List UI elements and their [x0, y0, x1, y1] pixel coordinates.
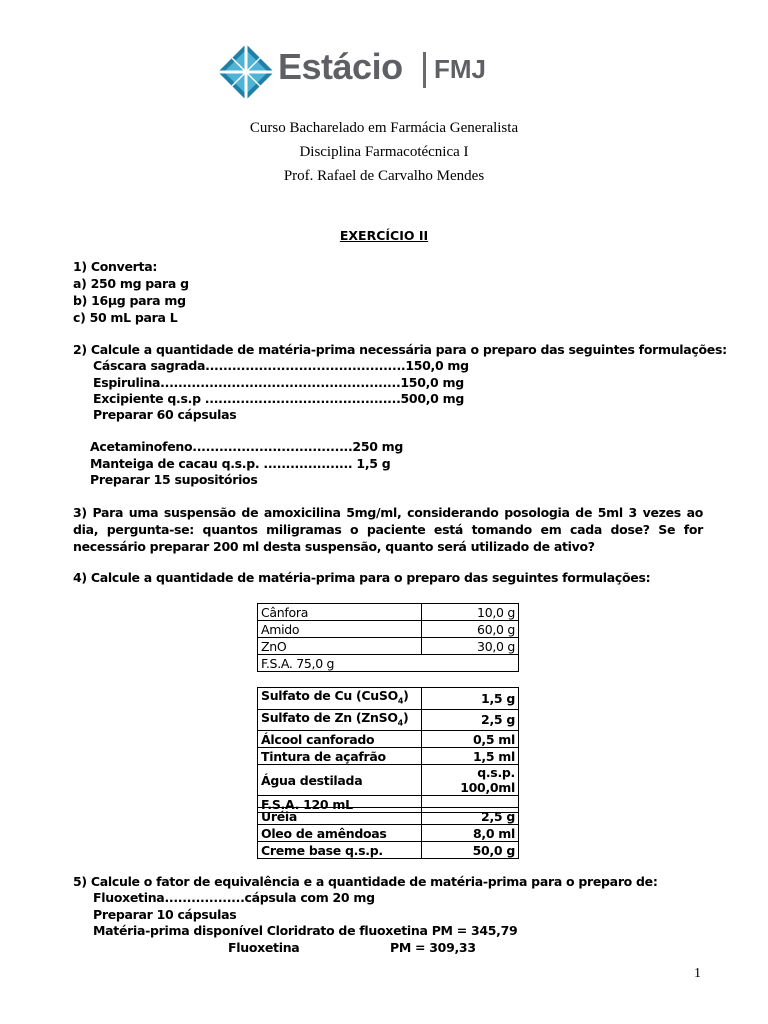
formula-table-2 [257, 687, 519, 813]
q3-paragraph: 3) Para uma suspensão de amoxicilina 5mg/ml, considerando posologia de 5ml 3 vezes ao dia, pergunta-se: quantos miligramas o paciente está tomando em cada dose? Se for necessário preparar 200 ml desta suspensão, quanto será utilizado de ativo? [73, 505, 703, 554]
ingredient-cell: Sulfato de Cu (CuSO$_4$) [258, 688, 422, 710]
course-line: Curso Bacharelado em Farmácia Generalista [249, 120, 519, 136]
table-row [258, 842, 519, 859]
table-row [258, 709, 519, 731]
q2-f2-line: Acetaminofeno....................................250 mg [90, 439, 404, 454]
table-row [258, 688, 519, 710]
ingredient-cell: Álcool canforado [258, 731, 422, 748]
table-row [258, 808, 519, 825]
ingredient-cell: Cânfora [258, 604, 422, 621]
quantity-cell: 10,0 g [422, 604, 519, 621]
quantity-cell: 30,0 g [422, 638, 519, 655]
quantity-cell: 0,5 ml [422, 731, 519, 748]
table-footer-cell: F.S.A. 75,0 g [258, 655, 519, 672]
table-footer-cell: F.S.A. 120 mL [258, 796, 422, 813]
logo-emblem-icon [216, 42, 276, 102]
ingredient-cell: Creme base q.s.p. [258, 842, 422, 859]
q4-heading: 4) Calcule a quantidade de matéria-prima para o preparo das seguintes formulações: [73, 570, 651, 585]
quantity-cell: 60,0 g [422, 621, 519, 638]
quantity-cell: 2,5 g [422, 808, 519, 825]
ingredient-cell: ZnO [258, 638, 422, 655]
logo-wordmark: Estácio [278, 46, 403, 87]
q2-f1-line: Preparar 60 cápsulas [93, 407, 237, 422]
q1-item-a: a) 250 mg para g [73, 276, 189, 291]
quantity-cell: 50,0 g [422, 842, 519, 859]
table-row [258, 638, 519, 655]
q1-item-b: b) 16µg para mg [73, 293, 186, 308]
discipline-line: Disciplina Farmacotécnica I [299, 144, 469, 160]
table-row [258, 731, 519, 748]
table-row [258, 825, 519, 842]
q5-line: Matéria-prima disponível Cloridrato de fluoxetina PM = 345,79 [93, 923, 518, 938]
quantity-cell: 2,5 g [422, 709, 519, 731]
quantity-cell: 1,5 ml [422, 748, 519, 765]
q2-f1-line: Cáscara sagrada.............................................150,0 mg [93, 358, 469, 373]
q2-heading: 2) Calcule a quantidade de matéria-prima necessária para o preparo das seguintes formulações: [73, 342, 727, 357]
table-row [258, 655, 519, 672]
formula-table-3 [257, 807, 519, 859]
quantity-cell: 1,5 g [422, 688, 519, 710]
q2-f2-line: Manteiga de cacau q.s.p. .................... 1,5 g [90, 456, 391, 471]
table-row [258, 604, 519, 621]
exercise-title: EXERCÍCIO II [339, 228, 429, 243]
institution-logo [216, 42, 496, 104]
quantity-cell: q.s.p. 100,0ml [422, 765, 519, 796]
logo-separator [423, 52, 426, 88]
formula-table-1 [257, 603, 519, 672]
logo-suffix: FMJ [434, 54, 486, 84]
ingredient-cell: Água destilada [258, 765, 422, 796]
q5-line: Preparar 10 cápsulas [93, 907, 237, 922]
q2-f1-line: Espirulina......................................................150,0 mg [93, 375, 464, 390]
q5-heading: 5) Calcule o fator de equivalência e a quantidade de matéria-prima para o preparo de: [73, 874, 658, 889]
ingredient-cell: Oleo de amêndoas [258, 825, 422, 842]
q2-f1-line: Excipiente q.s.p ............................................500,0 mg [93, 391, 464, 406]
q2-f2-line: Preparar 15 supositórios [90, 472, 258, 487]
quantity-cell: 8,0 ml [422, 825, 519, 842]
q1-item-c: c) 50 mL para L [73, 310, 178, 325]
ingredient-cell: Amido [258, 621, 422, 638]
ingredient-cell: Tintura de açafrão [258, 748, 422, 765]
table-row [258, 765, 519, 796]
table-row [258, 748, 519, 765]
professor-line: Prof. Rafael de Carvalho Mendes [283, 168, 485, 184]
q5-line: PM = 309,33 [390, 940, 476, 955]
q5-line: Fluoxetina..................cápsula com 20 mg [93, 890, 375, 905]
ingredient-cell: Uréia [258, 808, 422, 825]
q5-line: Fluoxetina [228, 940, 300, 955]
page-number: 1 [694, 966, 701, 981]
q1-heading: 1) Converta: [73, 259, 158, 274]
ingredient-cell: Sulfato de Zn (ZnSO$_4$) [258, 709, 422, 731]
table-row [258, 621, 519, 638]
